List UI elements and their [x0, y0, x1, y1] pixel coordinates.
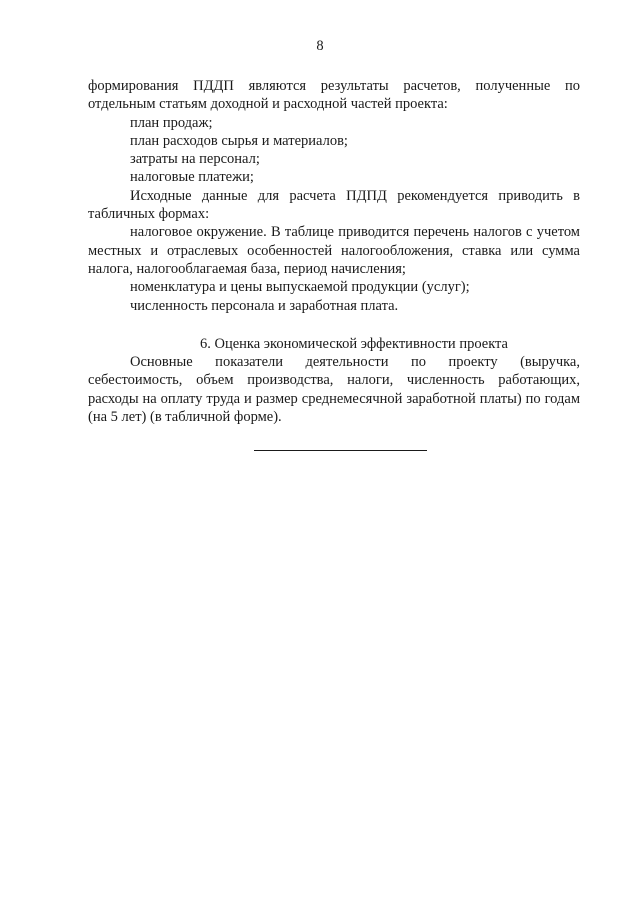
paragraph-continuation: формирования ПДДП являются результаты расчетов, полученные по отдельным статьям доходной и расходной частей проекта:: [88, 78, 580, 113]
section-paragraph: Основные показатели деятельности по проекту (выручка, себестоимость, объем производства, налоги, численность работающих, расходы на оплату труда и размер среднемесячной заработной платы) по годам (на 5 лет) (в табличной форме).: [88, 354, 580, 426]
section-heading: 6. Оценка экономической эффективности проекта: [199, 335, 508, 352]
list-item-tax-payments: налоговые платежи;: [130, 169, 254, 186]
paragraph-initial-data: Исходные данные для расчета ПДПД рекомендуется приводить в табличных формах:: [88, 187, 580, 223]
list-item-sales-plan: план продаж;: [130, 114, 213, 131]
page-number: 8: [316, 38, 324, 54]
list-item-tax-environment: налоговое окружение. В таблице приводится перечень налогов с учетом местных и отраслевых особенностей налогообложения, ставка или сумма налога, налогооблагаемая база, период начисления;: [88, 224, 580, 277]
list-item-product-nomenclature: номенклатура и цены выпускаемой продукции (услуг);: [130, 279, 470, 296]
list-item-materials-plan: план расходов сырья и материалов;: [130, 132, 348, 149]
list-item-personnel-costs: затраты на персонал;: [130, 151, 260, 168]
document-body: [88, 77, 580, 426]
end-divider-line: [254, 450, 427, 451]
list-item-staff-salary: численность персонала и заработная плата.: [130, 297, 399, 314]
